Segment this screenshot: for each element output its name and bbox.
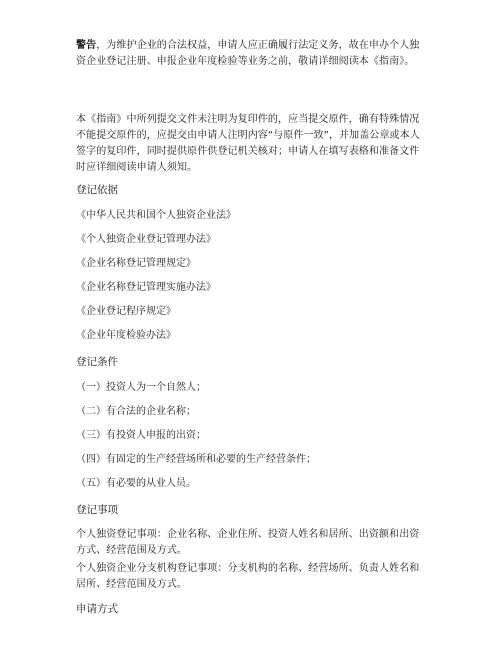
basis-item: 《企业登记程序规定》 xyxy=(76,306,176,317)
condition-item: （一）投资人为一个自然人； xyxy=(76,382,206,393)
matters-paragraph: 个人独资企业分支机构登记事项：分支机构的名称、经营场所、负责人姓名和居所、经营范围及方式。 xyxy=(76,563,420,590)
note-paragraph: 本《指南》中所列提交文件未注明为复印件的，应当提交原件，确有特殊情况不能提交原件的，应提交由申请人注明内容“与原件一致”，并加盖公章或本人签字的复印件，同时提供原件供登记机关核对；申请人在填写表格和准备文件时应详细阅读申请人须知。 xyxy=(76,114,420,173)
basis-heading: 登记依据 xyxy=(76,184,118,196)
basis-item: 《企业年度检验办法》 xyxy=(76,330,176,341)
matters-heading: 登记事项 xyxy=(76,504,118,516)
warning-paragraph xyxy=(76,38,428,70)
basis-item: 《中华人民共和国个人独资企业法》 xyxy=(76,210,236,221)
warning-text: ，为维护企业的合法权益，申请人应正确履行法定义务，故在申办个人独资企业登记注册、申报企业年度检验等业务之前，敬请详细阅读本《指南》。 xyxy=(76,40,420,67)
matters-paragraph: 个人独资登记事项：企业名称、企业住所、投资人姓名和居所、出资额和出资方式、经营范围及方式。 xyxy=(76,529,420,556)
method-heading: 申请方式 xyxy=(76,603,118,615)
warning-label: 警告 xyxy=(76,40,97,51)
basis-item: 《企业名称登记管理实施办法》 xyxy=(76,282,216,293)
conditions-heading: 登记条件 xyxy=(76,356,118,368)
condition-item: （四）有固定的生产经营场所和必要的生产经营条件； xyxy=(76,454,316,465)
condition-item: （二）有合法的企业名称； xyxy=(76,406,196,417)
basis-item: 《个人独资企业登记管理办法》 xyxy=(76,234,216,245)
condition-item: （五）有必要的从业人员。 xyxy=(76,478,196,489)
condition-item: （三）有投资人申报的出资； xyxy=(76,430,206,441)
basis-item: 《企业名称登记管理规定》 xyxy=(76,258,196,269)
